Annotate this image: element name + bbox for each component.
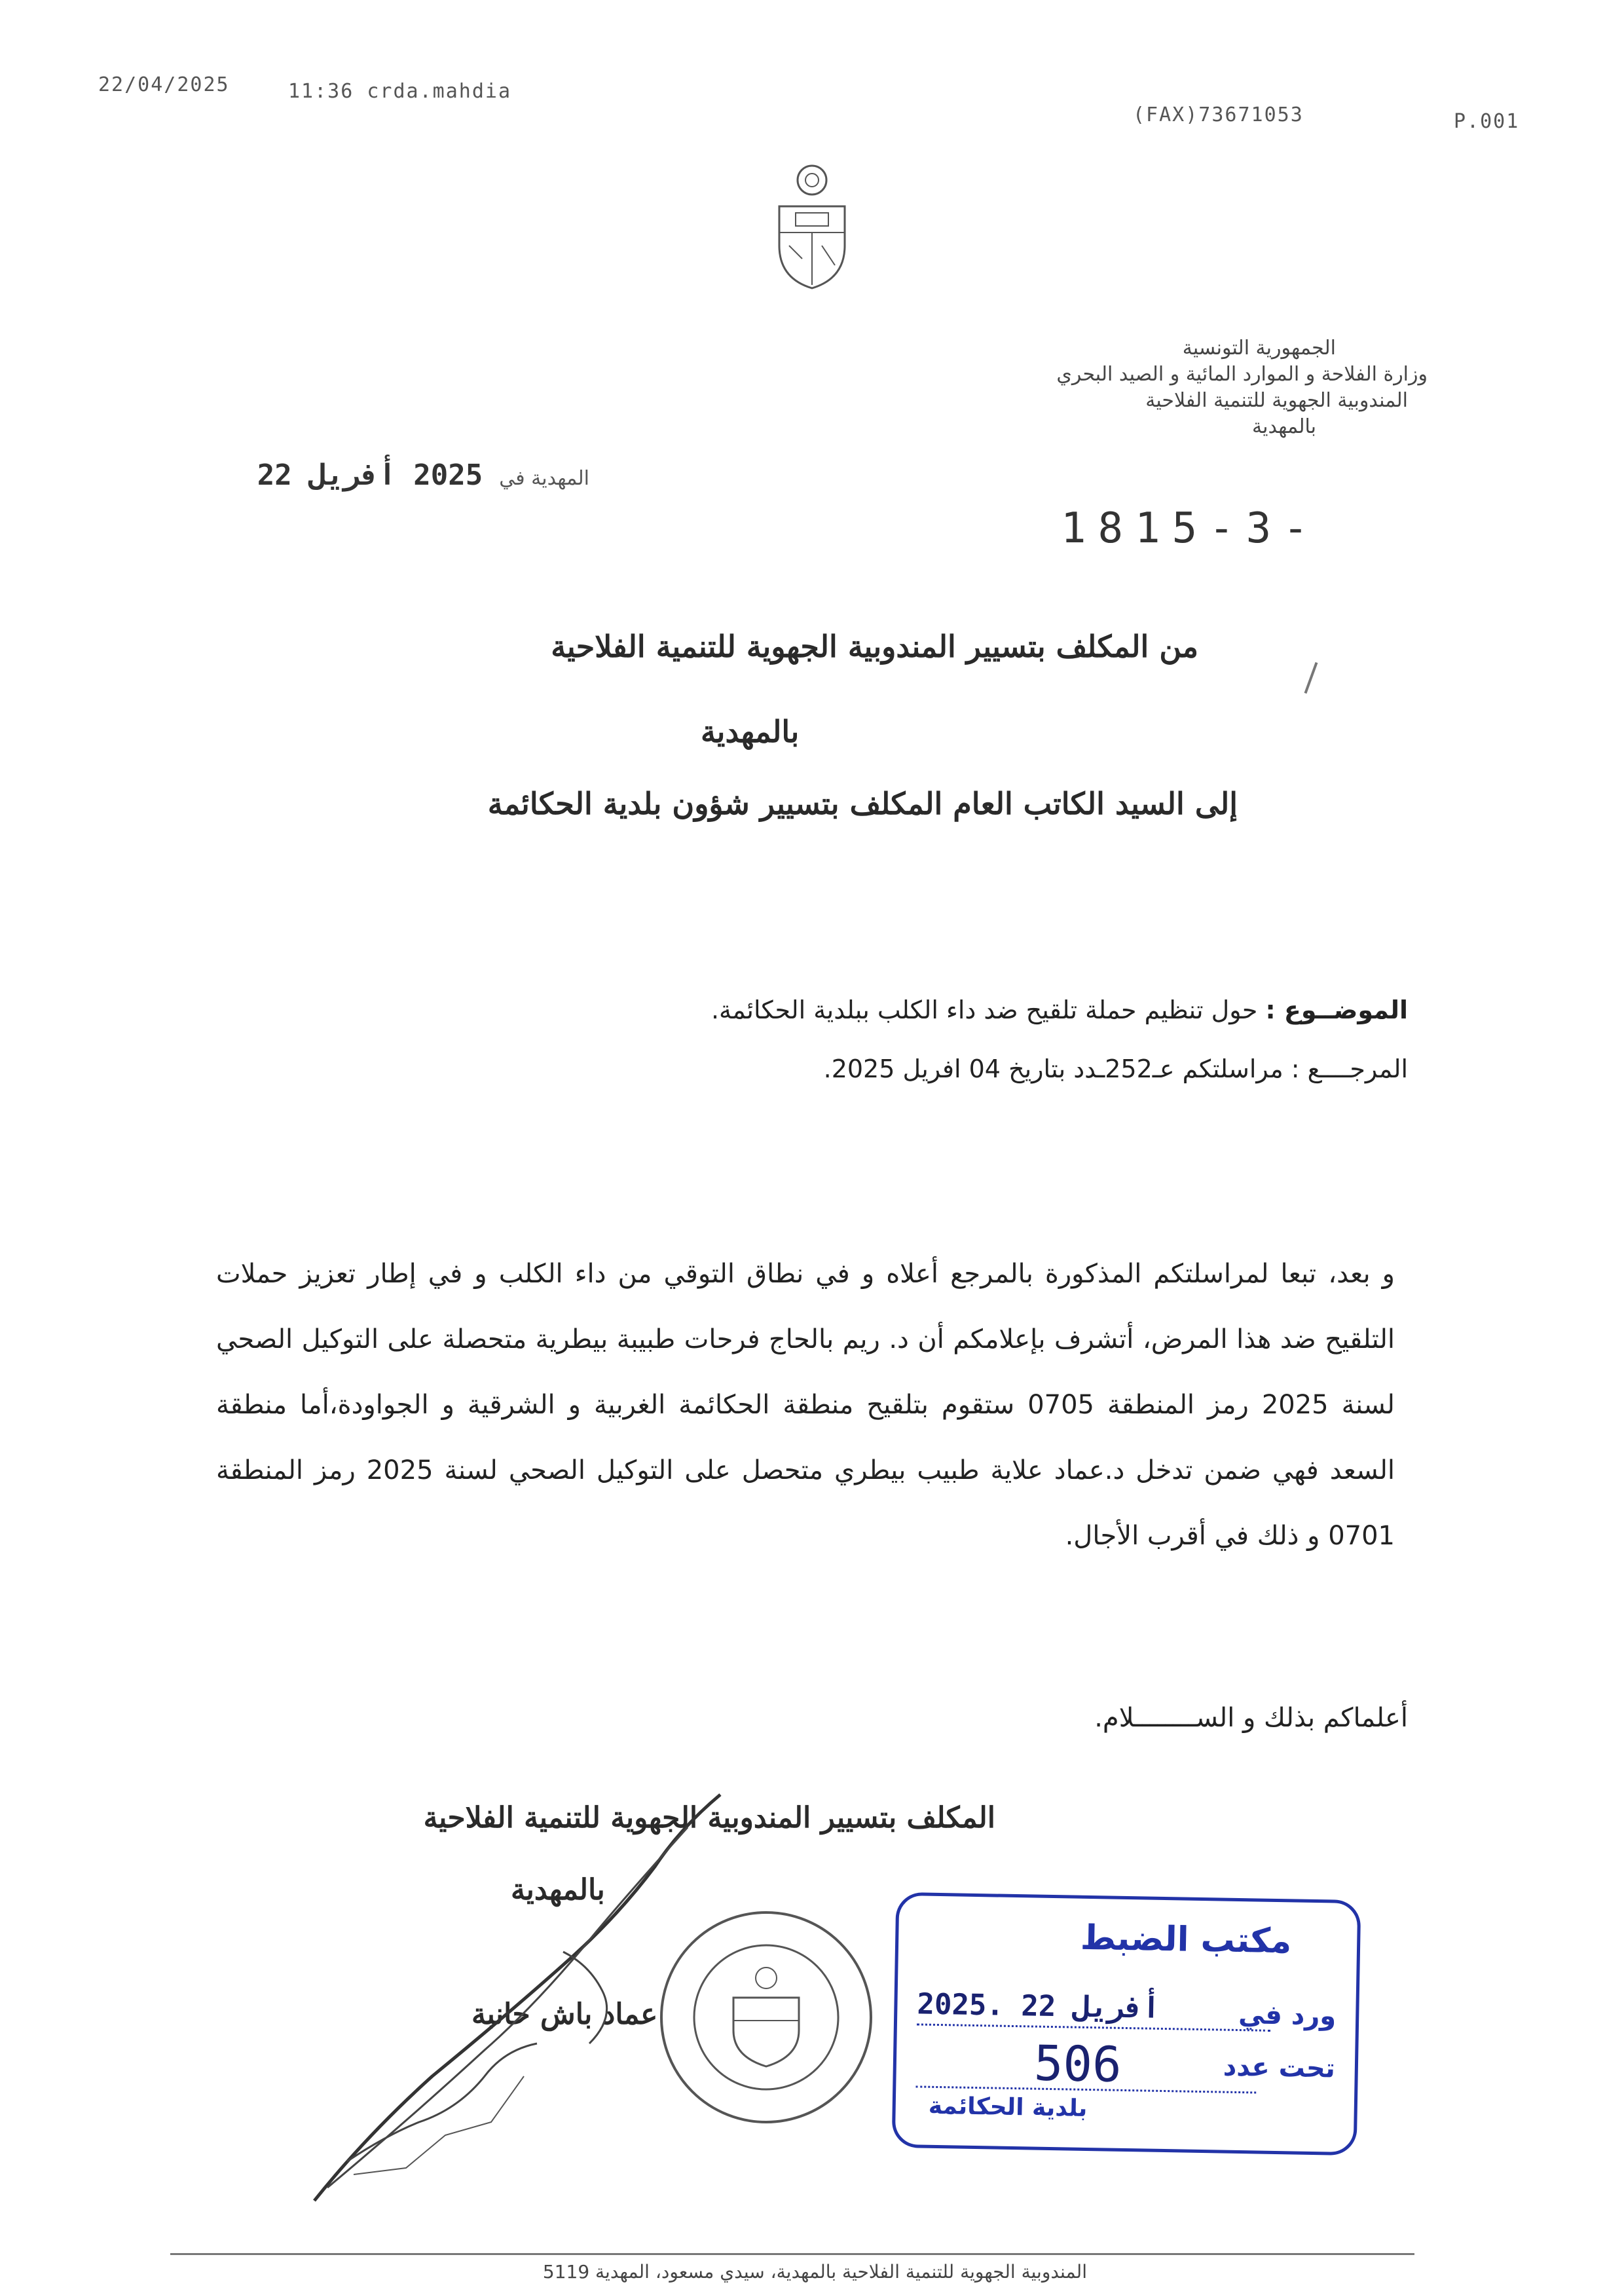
receipt-dotted-line-1 [917,2023,1270,2031]
reference-number: 1815-3- [1061,504,1320,553]
footer-address: المندوبية الجهوية للتنمية الفلاحية بالمهدية، سيدي مسعود، المهدية 5119 [542,2261,1087,2283]
sender-ministry: وزارة الفلاحة و الموارد المائية و الصيد البحري [1056,363,1428,386]
to-line: إلى السيد الكاتب العام المكلف بتسيير شؤون بلدية الحكائمة [487,786,1238,821]
signature-name: عماد باش حانبة [471,1998,658,2031]
sender-commission: المندوبية الجهوية للتنمية الفلاحية [1145,389,1408,412]
official-round-seal [648,1899,884,2135]
footer-divider [170,2253,1414,2255]
signature-title-1: المكلف بتسيير المندوبية الجهوية للتنمية الفلاحية [423,1801,995,1835]
receipt-stamp-title: مكتب الضبط [1080,1918,1292,1962]
fax-date: 22/04/2025 [98,73,230,96]
sender-country: الجمهورية التونسية [1182,337,1336,360]
closing-line: أعلماكم بذلك و الســــــــلام. [1094,1703,1408,1733]
place-label: المهدية في [499,467,589,490]
margin-tick [1304,662,1318,694]
body-paragraph: و بعد، تبعا لمراسلتكم المذكورة بالمرجع أعلاه و في نطاق التوقي من داء الكلب و في إطار تعزيز حملات التلقيح ضد هذا المرض، أتشرف بإعلامكم أن د. ريم بالحاج فرحات طبيبة بيطرية متحصلة على التوكيل الصحي لسنة 2025 رمز المنطقة 0705 ستقوم بتلقيح منطقة الحكائمة الغربية و الشرقية و الجواودة،أما منطقة السعد فهي ضمن تدخل د.عماد علاية طبيب بيطري متحصل على التوكيل الصحي لسنة 2025 رمز المنطقة 0701 و ذلك في أقرب الأجال. [216,1259,1395,1551]
from-line-2: بالمهدية [701,714,800,749]
fax-number: (FAX)73671053 [1133,103,1304,126]
receipt-received-date: 2025. أفريل 22 [917,1987,1160,2025]
subject-label: الموضــوع : [1265,996,1408,1024]
fax-page: P.001 [1454,110,1520,133]
fax-time-sender: 11:36 crda.mahdia [288,80,512,103]
letter-date: 2025 أفريل 22 [257,458,483,492]
from-line-1: من المكلف بتسيير المندوبية الجهوية للتنمية الفلاحية [551,629,1198,664]
reference-text: مراسلتكم عـ252ـدد بتاريخ 04 افريل 2025. [823,1054,1283,1083]
subject-text: حول تنظيم حملة تلقيح ضد داء الكلب ببلدية الحكائمة. [710,996,1258,1024]
receipt-municipality: بلدية الحكائمة [928,2092,1088,2122]
receipt-number: 506 [1033,2035,1122,2093]
receipt-received-label: ورد في [1238,1999,1337,2032]
receipt-number-label: تحت عدد [1223,2051,1336,2084]
coat-of-arms-emblem [766,160,858,291]
receipt-stamp [892,1892,1361,2155]
signature-title-2: بالمهدية [511,1873,605,1907]
reference-label: المرجــــع : [1291,1054,1408,1083]
sender-city: بالمهدية [1252,415,1316,438]
